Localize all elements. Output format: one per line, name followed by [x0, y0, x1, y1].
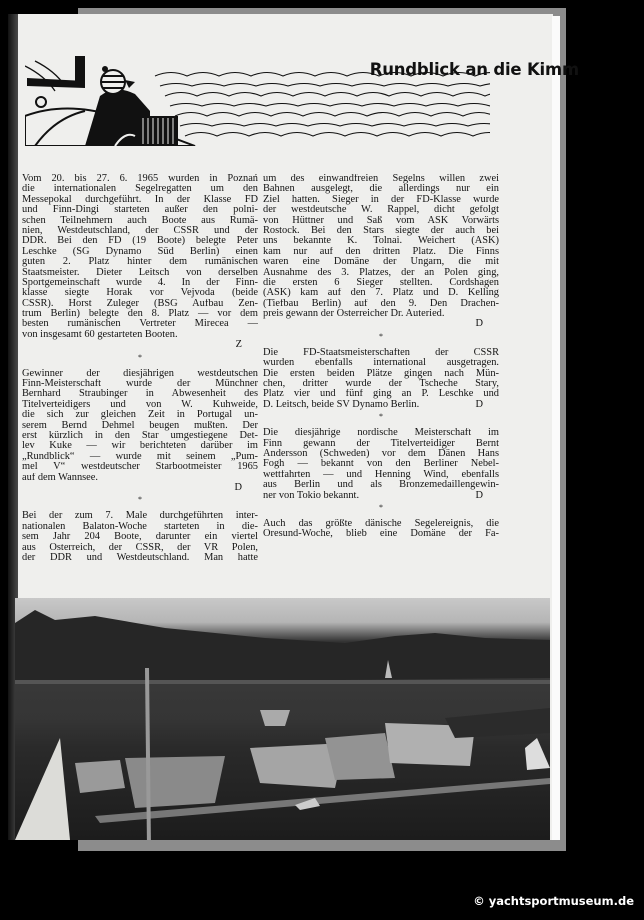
text-line: Messepokal durchgeführt. In der Klasse FD — [22, 194, 258, 205]
article-paragraph — [22, 369, 258, 483]
page-edge — [552, 16, 560, 840]
section-separator: * — [138, 352, 142, 362]
section-separator: * — [379, 412, 383, 422]
section-separator: * — [138, 495, 142, 505]
text-line: Öresund-Woche, blieb eine Domäne der Fa- — [263, 529, 499, 540]
text-line: Finn gewann der Titelverteidiger Bernt — [263, 438, 499, 449]
text-line: Staatsmeister. Dieter Leitsch von derselben — [22, 267, 258, 278]
wave-line — [160, 84, 490, 87]
text-line: Gewinner der diesjährigen westdeutschen — [22, 368, 258, 379]
text-line: lev Kuke — wir berichteten darüber im — [22, 441, 258, 452]
text-line: die sich zur gleichen Zeit in Portugal un- — [22, 410, 258, 421]
text-line: Platz vier und fünf ging an P. Leschke und — [263, 389, 499, 400]
author-signature: D — [234, 481, 242, 493]
text-line: (ASK) kam auf den 7. Platz und D. Kelling — [263, 288, 499, 299]
text-line: nationalen Balaton-Woche starteten in die- — [22, 521, 258, 532]
text-line: ner von Tokio bekannt. — [263, 490, 360, 501]
watermark: © yachtsportmuseum.de — [473, 894, 634, 908]
text-line: DDR. Bei den FD (19 Boote) belegte Peter — [22, 236, 258, 247]
text-line: Vom 20. bis 27. 6. 1965 wurden in Poznań — [22, 174, 258, 184]
text-line: Ausnahme des 3. Platzes, der an Polen ging, — [263, 267, 499, 278]
author-signature: D — [475, 398, 483, 410]
harbor-photo — [15, 598, 550, 840]
text-line: ČSSR). Horst Zuleger (BSG Aufbau Zen- — [22, 298, 258, 309]
text-line: und Finn-Dingi starteten außer den polni- — [22, 205, 258, 216]
text-line: guten 2. Platz hinter dem rumänischen — [22, 257, 258, 268]
text-line: Die ersten beiden Plätze gingen nach Mün- — [263, 368, 499, 379]
text-line: die internationalen Segelregatten um den — [22, 184, 258, 195]
wave-line — [175, 113, 490, 117]
text-line: von insgesamt 60 gestarteten Booten. — [22, 329, 178, 340]
wave-line — [180, 124, 490, 127]
text-line: Fogh — bekannt von den Berliner Nebel- — [263, 459, 499, 470]
text-line: wettfahrten — und Henning Wind, ebenfalls — [263, 469, 499, 480]
text-line: Bahnen ausgelegt, die allerdings nur ein — [263, 184, 499, 195]
waves-illustration — [155, 73, 490, 137]
text-line: „Rundblick“ — wurde mit seinem „Pum- — [22, 451, 258, 462]
text-line: besten rumänischen Vertreter Mirecea — — [22, 319, 258, 330]
text-line: der DDR und Westdeutschland. Man hatte — [22, 552, 258, 563]
text-line: Leschke (SG Dynamo Süd Berlin) einen — [22, 246, 258, 257]
text-line: preis gewann der Österreicher Dr. Auteried. — [263, 309, 445, 320]
wave-line — [170, 104, 490, 107]
text-line: erst kürzlich in den Star umgestiegene Det- — [22, 430, 258, 441]
text-line: auf dem Wannsee. — [22, 472, 99, 483]
text-line: sem Jahr 204 Boote, darunter ein viertel — [22, 532, 258, 543]
text-line: Finn-Meisterschaft wurde der Münchner — [22, 379, 258, 390]
text-column-left — [22, 174, 258, 563]
text-line: chen, dritter wurde der Tscheche Stary, — [263, 379, 499, 390]
text-line: der westdeutsche W. Rappel, dicht gefolgt — [263, 205, 499, 216]
text-line: aus Österreich, der ČSSR, der VR Polen, — [22, 542, 258, 553]
text-line: Sportgemeinschaft wurde 4. In der Finn- — [22, 277, 258, 288]
text-line: wurden ebenfalls international ausgetragen. — [263, 358, 499, 369]
text-line: von Hüttner und Saß vom ASK Vorwärts — [263, 215, 499, 226]
text-line: Auch das größte dänische Segelereignis, die — [263, 518, 499, 529]
wave-line — [185, 133, 490, 137]
section-separator: * — [379, 331, 383, 341]
wave-line — [165, 93, 490, 97]
text-line: schen Teilnehmern auch Boote aus Rumä- — [22, 215, 258, 226]
article-paragraph — [22, 511, 258, 563]
text-column-right — [263, 174, 499, 540]
section-separator: * — [379, 502, 383, 512]
text-line: uns bekannte K. Tolnai. Weichert (ASK) — [263, 236, 499, 247]
page-title: Rundblick an die Kimm — [369, 60, 579, 79]
text-line: mel V“ westdeutscher Starbootmeister 1965 — [22, 462, 258, 473]
boat-and-sailor-illustration — [25, 56, 195, 146]
text-line: Bernhard Straubinger in Abwesenheit des — [22, 389, 258, 400]
text-line: Bei der zum 7. Male durchgeführten inter- — [22, 511, 258, 522]
text-line: serem Bernd Dehmel beugen mußten. Der — [22, 420, 258, 431]
author-signature: D — [475, 489, 483, 501]
text-line: Andersson (Schweden) vor dem Dänen Hans — [263, 448, 499, 459]
text-line: kam nur auf den dritten Platz. Die Finns — [263, 246, 499, 257]
text-line: nien, Westdeutschland, der ČSSR und der — [22, 225, 258, 236]
author-signature: Z — [235, 339, 242, 351]
text-line: (Tiefbau Berlin) auf den 9. Den Drachen- — [263, 298, 499, 309]
article-paragraph — [263, 519, 499, 540]
text-line: D. Leitsch, beide SV Dynamo Berlin. — [263, 399, 420, 410]
text-line: Die FD-Staatsmeisterschaften der ČSSR — [263, 347, 499, 358]
text-line: trum Berlin) belegte den 8. Platz — vor dem — [22, 309, 258, 320]
text-line: die ersten 6 Sieger stellten. Cordshagen — [263, 277, 499, 288]
text-line: um des einwandfreien Segelns willen zwei — [263, 174, 499, 184]
text-line: aus Berlin und als Bronzemedaillengewin- — [263, 480, 499, 491]
text-line: klasse siegte Horak vor Vejvoda (beide — [22, 288, 258, 299]
text-line: waren eine Domäne der Ungarn, die mit — [263, 257, 499, 268]
article-paragraph — [263, 174, 499, 319]
text-line: Rostock. Bei den Stars siegte der auch bei — [263, 225, 499, 236]
text-line: Die diesjährige nordische Meisterschaft im — [263, 428, 499, 439]
article-paragraph — [22, 174, 258, 340]
article-paragraph — [263, 428, 499, 501]
text-line: Titelverteidigers und von W. Kuhweide, — [22, 399, 258, 410]
text-line: Ziel hatten. Sieger in der FD-Klasse wurde — [263, 194, 499, 205]
author-signature: D — [475, 318, 483, 330]
